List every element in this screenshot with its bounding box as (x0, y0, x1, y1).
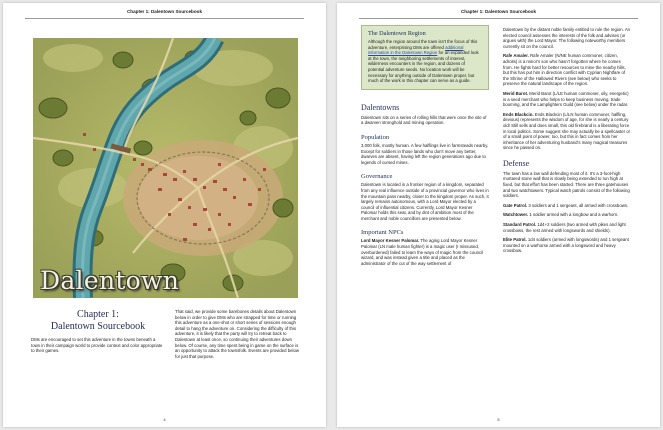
sidebar-text-2: for an expanded look at the town, the neighboring settlements of interest, wilderness encounters in the region, and dozens of potential adventure seeds. No location work will be necessary for anything outside of Dalentown proper, but much of the work in this chapter can serve as a guide. (368, 50, 479, 84)
npc-mayor-name: Lord Mayor Kesner Palomar. (361, 238, 420, 244)
heading-dalentowns: Dalentowns (361, 102, 400, 112)
running-head-right: Chapter 1: Dalentown Sourcebook (460, 9, 537, 14)
patrol-entry (503, 237, 631, 254)
patrol-name: Standard Patrol. (503, 222, 537, 228)
right-column-2 (503, 27, 631, 258)
chapter-label: Chapter 1: (77, 309, 119, 320)
running-head: Chapter 1: Dalentown Sourcebook (126, 9, 203, 14)
patrol-text: 1 soldier armed with a longbow and a warhorn. (529, 212, 619, 218)
page-number-right: 5 (497, 417, 500, 422)
sidebar-text (368, 39, 482, 84)
council-intro: Dalentown by the distant noble family entitled to rule the region. An elected council assesses the interests of the folk and advises (or argues with) the Lord Mayor. The following noteworthy members currently sit on the council. (503, 27, 631, 49)
patrol-entry (503, 203, 631, 209)
population-text: 3,000 folk, mostly human. A few halflings live in farmsteads nearby. Except for soldiers in those lands who don't move any better, dwarves are absent, having left the region generations ago due to legends of cursed mines. (361, 142, 489, 165)
governance-text: Dalentown is located in a frontier region of a kingdom, separated from any real influence outside of a provincial governor who lives in the mountain pass nearby, closer to the kingdom proper. As such, it largely remains autonomous, with a Lord Mayor elected by a council of influential citizens. Currently, Lord Mayor Kesner Palomar holds this seat, and by dint of ambition most of the merchant and noble councillors are presented below. (361, 182, 489, 221)
header-rule-right (359, 18, 638, 19)
dalentown-map (33, 38, 298, 298)
npc-mayor (361, 238, 489, 266)
chapter-heading (25, 309, 171, 333)
npc-name: Ends Blackcin. (503, 111, 534, 117)
defense-text: The town has a low wall defending most of it. It's a 3-foot-high mortared stone wall that is slowly being extended to run high at fixed, but that effort has been started. There are three gatehouses and two watchtowers. Typical watch patrols consist of the following soldiers. (503, 170, 630, 199)
patrol-entry (503, 212, 631, 218)
patrol-text: 1d4+2 soldiers (two armed with pikes and light crossbows, the rest armed with longswords and shields). (503, 222, 626, 233)
chapter-name: Dalentown Sourcebook (50, 321, 146, 332)
region-sidebar (361, 25, 489, 90)
intro-paragraph: DMs are encouraged to set this adventure in the towns beneath a town in their campaign world to provide context and color appropriate to their games. (31, 337, 163, 354)
npc-text: Merid Barot (L/LE human commoner, oily, energetic) is a seed merchant who helps to keep business moving, trade booming, and the Lamplighters Guild (see below) under the radar. (503, 90, 629, 108)
page-left (3, 3, 326, 427)
patrol-text: 1d4 soldiers (armed with longswords) and 1 sergeant mounted on a warhorse armed with a longsword and heavy crossbow. (503, 237, 629, 254)
patrol-name: Watchtower. (503, 212, 529, 218)
npc-text: Ends Blackcin (L/LN human commoner, halfling, devious) represents the wisdom of age, for she is nearly a century old! Still sells and does small, this old firebrand is a liberating force in local politics. Some suggest she may actually be a spellcaster or of a small point of power, too, but this in fact comes from her inheritance of her adventuring husband's many magical treasures since he passed on. (503, 111, 631, 151)
map-illustration (33, 38, 298, 298)
npc-mayor-text: The aging Lord Mayor Kesner Palomar (LN male human fighter) is a magic user (I missused, overburdened) failed to learn the ways of magic from the council wizard, and was instead given a title and placed as the administrator of the cut of the way settlement of (361, 238, 484, 266)
npc-entry (503, 53, 631, 87)
heading-governance: Governance (361, 173, 393, 181)
page-right (337, 3, 660, 427)
patrol-name: Gate Patrol. (503, 202, 528, 208)
left-column-2-paragraph: That said, we provide some barebones details about Dalentown below in order to give DMs who are strapped for time or running this adventure as a one-shot or short series of sessions enough detail to hang the adventure on. Considering the difficulty of this adventure, it is likely that the party will try to retreat back to Dalentown at least once, so continuing their adventures down below. Of course, any time spent being in game on the surface is an opportunity to attack the townsfolk. Events are provided below for just that purpose. (175, 309, 299, 359)
page-number-left: 4 (163, 417, 166, 422)
right-column-1 (361, 25, 489, 266)
heading-defense: Defense (503, 158, 530, 168)
npc-entry (503, 91, 631, 108)
npc-text: Rafe Amaler (N/NE human commoner, citizen, adroits) is a minor's son who hasn't forgotten where he comes from. He fights hard for better resources to mine the nearby hills, but this has put him in direction conflict with Cyprian Nightfare of the Shrine of the Hallowed Rivers (see below) who seeks to preserve the natural landscape of the region. (503, 53, 626, 87)
header-rule (25, 18, 304, 19)
dalentown-text: Dalentown sits on a series of rolling hills that were once the site of a dwarven stronghold and mining operation. (361, 114, 487, 126)
npc-entry (503, 112, 631, 151)
patrol-entry (503, 222, 631, 233)
npc-name: Rafe Amaler. (503, 53, 529, 59)
heading-population: Population (361, 133, 390, 141)
sidebar-text-1: Although the region around the town isn't the focus of this adventure, enterprising DMs are offered (368, 39, 478, 50)
sidebar-link[interactable]: additional information in the Dalentown Region (368, 44, 464, 56)
sidebar-title: The Dalentown Region (368, 30, 426, 37)
patrol-text: 3 soldiers and 1 sergeant, all armed with crossbows. (528, 202, 629, 208)
heading-npcs: Important NPCs (361, 229, 404, 237)
npc-name: Merid Barot. (503, 90, 529, 96)
patrol-name: Elite Patrol. (503, 237, 527, 243)
map-title: Dalentown (40, 266, 180, 295)
